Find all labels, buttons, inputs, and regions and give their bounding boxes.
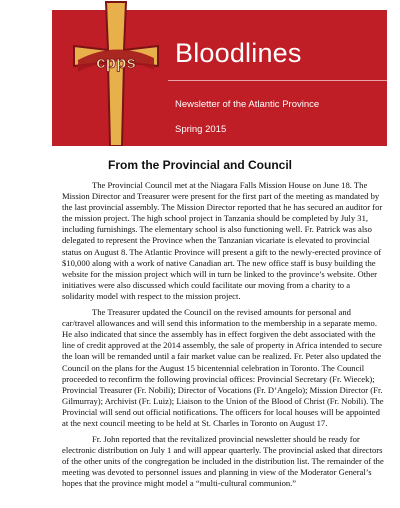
article-paragraph: The Treasurer updated the Council on the revised amounts for personal and car/travel allowances and will send this information to the membership in a separate memo. He also indicated that since the assembly has in effect forgiven the debt associated with the line of credit approved at the 2014 assembly, the sale of property in Africa intended to secure the loan will be remanded until a fair market value can be realized. Fr. Peter also updated the Council on the plans for the August 15 bicentennial celebration in Toronto. The Council proceeded to reconfirm the following provincial offices: Provincial Secretary (Fr. Wiecek); Provincial Treasurer (Fr. Nobili); Director of Vocations (Fr. D’Angelo); Mission Director (Fr. Gilmurray); Archivist (Fr. Luiz); Liaison to the Union of the Blood of Christ (Fr. Nobili). The Provincial will send out official notifications. The officers for local houses will be appointed at the next council meeting to be held at St. Charles in Toronto on August 17.: [62, 307, 384, 428]
article-paragraph: The Provincial Council met at the Niagara Falls Mission House on June 18. The Mission Director and Treasurer were present for the first part of the meeting as mandated by the last provincial assembly. The Mission Director reported that he has secured an auditor for the mission project. The high school project in Tanzania should be completed by July 31, including furnishings. The elementary school is also functioning well. Fr. Patrick was also delegated to represent the Province when the Tanzanian vicariate is elevated to provincial status on August 8. The Atlantic Province will present a gift to the newly-erected province of $10,000 along with a work of native Canadian art. The new office staff is busy building the website for the mission project which will in turn be linked to the province’s website. Other initiatives were also discussed which could facilitate our moving from a charity to a solidarity model with respect to the mission project.: [62, 180, 383, 301]
article-paragraph: Fr. John reported that the revitalized provincial newsletter should be ready for electronic distribution on July 1 and will appear quarterly. The provincial asked that directors of the other units of the congregation be included in the distribution list. The remainder of the meeting was devoted to personnel issues and planning in view of the Moderator General’s hopes that the province might model a “multi-cultural communion.”: [62, 434, 384, 489]
newsletter-subtitle: Newsletter of the Atlantic Province: [175, 99, 320, 110]
newsletter-title: Bloodlines: [175, 38, 302, 68]
issue-date: Spring 2015: [175, 124, 227, 135]
article-body: [62, 180, 384, 495]
logo-lettering: cpps: [96, 53, 136, 72]
title-divider: [168, 80, 387, 81]
article-headline: From the Provincial and Council: [107, 158, 293, 172]
cpps-cross-logo: [70, 0, 162, 146]
